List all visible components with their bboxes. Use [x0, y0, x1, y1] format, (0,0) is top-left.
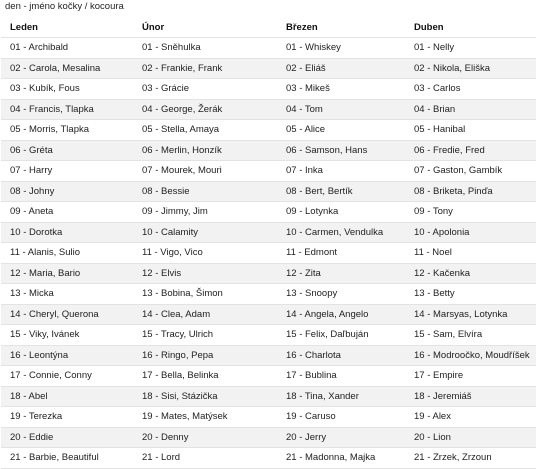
table-row [1, 325, 536, 346]
table-cell: 04 - Tom [277, 99, 405, 120]
table-row [1, 38, 536, 59]
table-row [1, 222, 536, 243]
table-cell: 08 - Bert, Bertík [277, 181, 405, 202]
table-cell: 11 - Edmont [277, 243, 405, 264]
column-header: Leden [1, 17, 133, 38]
table-cell: 07 - Inka [277, 161, 405, 182]
table-cell: 19 - Alex [405, 407, 536, 428]
table-row [1, 427, 536, 448]
table-cell: 03 - Grácie [133, 79, 277, 100]
table-cell: 05 - Stella, Amaya [133, 120, 277, 141]
table-row [1, 366, 536, 387]
table-cell: 20 - Eddie [1, 427, 133, 448]
table-cell: 08 - Johny [1, 181, 133, 202]
table-cell: 01 - Sněhulka [133, 38, 277, 59]
table-cell: 13 - Snoopy [277, 284, 405, 305]
table-cell: 06 - Fredie, Fred [405, 140, 536, 161]
table-cell: 05 - Alice [277, 120, 405, 141]
table-cell: 10 - Calamity [133, 222, 277, 243]
table-cell: 03 - Mikeš [277, 79, 405, 100]
table-row [1, 181, 536, 202]
table-cell: 02 - Eliáš [277, 58, 405, 79]
table-cell: 06 - Samson, Hans [277, 140, 405, 161]
table-cell: 12 - Kačenka [405, 263, 536, 284]
table-body [1, 38, 536, 469]
table-cell: 06 - Gréta [1, 140, 133, 161]
table-cell: 10 - Carmen, Vendulka [277, 222, 405, 243]
table-cell: 15 - Sam, Elvíra [405, 325, 536, 346]
table-cell: 17 - Bublina [277, 366, 405, 387]
table-cell: 12 - Zita [277, 263, 405, 284]
table-header-row [1, 17, 536, 38]
table-cell: 16 - Ringo, Pepa [133, 345, 277, 366]
table-cell: 21 - Barbie, Beautiful [1, 448, 133, 469]
table-row [1, 448, 536, 469]
table-cell: 17 - Connie, Conny [1, 366, 133, 387]
table-cell: 16 - Charlota [277, 345, 405, 366]
table-cell: 11 - Alanis, Sulio [1, 243, 133, 264]
table-cell: 02 - Nikola, Eliška [405, 58, 536, 79]
table-cell: 01 - Whiskey [277, 38, 405, 59]
table-cell: 09 - Lotynka [277, 202, 405, 223]
table-cell: 15 - Viky, Ivánek [1, 325, 133, 346]
table-cell: 14 - Cheryl, Querona [1, 304, 133, 325]
table-cell: 08 - Briketa, Pinďa [405, 181, 536, 202]
table-cell: 09 - Tony [405, 202, 536, 223]
table-cell: 01 - Archibald [1, 38, 133, 59]
table-cell: 09 - Aneta [1, 202, 133, 223]
table-cell: 16 - Modroočko, Moudříšek [405, 345, 536, 366]
column-header: Březen [277, 17, 405, 38]
table-cell: 14 - Angela, Angelo [277, 304, 405, 325]
table-row [1, 345, 536, 366]
table-cell: 21 - Madonna, Majka [277, 448, 405, 469]
table-cell: 02 - Frankie, Frank [133, 58, 277, 79]
table-cell: 01 - Nelly [405, 38, 536, 59]
table-cell: 18 - Sisi, Stázička [133, 386, 277, 407]
table-cell: 04 - Brian [405, 99, 536, 120]
table-cell: 11 - Noel [405, 243, 536, 264]
table-cell: 13 - Bobina, Šimon [133, 284, 277, 305]
column-header: Únor [133, 17, 277, 38]
table-row [1, 161, 536, 182]
table-cell: 05 - Morris, Tlapka [1, 120, 133, 141]
table-cell: 12 - Maria, Bario [1, 263, 133, 284]
cat-names-table [1, 17, 536, 469]
table-cell: 09 - Jimmy, Jim [133, 202, 277, 223]
table-cell: 07 - Harry [1, 161, 133, 182]
table-cell: 20 - Jerry [277, 427, 405, 448]
table-cell: 17 - Bella, Belinka [133, 366, 277, 387]
table-row [1, 120, 536, 141]
table-cell: 13 - Micka [1, 284, 133, 305]
table-cell: 07 - Gaston, Gambík [405, 161, 536, 182]
column-header: Duben [405, 17, 536, 38]
table-cell: 13 - Betty [405, 284, 536, 305]
table-cell: 14 - Clea, Adam [133, 304, 277, 325]
table-cell: 20 - Denny [133, 427, 277, 448]
table-cell: 18 - Tina, Xander [277, 386, 405, 407]
table-row [1, 99, 536, 120]
table-cell: 10 - Apolonia [405, 222, 536, 243]
table-cell: 19 - Terezka [1, 407, 133, 428]
table-row [1, 79, 536, 100]
table-row [1, 263, 536, 284]
table-cell: 03 - Kubík, Fous [1, 79, 133, 100]
table-cell: 19 - Caruso [277, 407, 405, 428]
table-cell: 16 - Leontýna [1, 345, 133, 366]
table-row [1, 386, 536, 407]
table-cell: 07 - Mourek, Mouri [133, 161, 277, 182]
table-cell: 15 - Felix, Daľbuján [277, 325, 405, 346]
table-cell: 19 - Mates, Matýsek [133, 407, 277, 428]
table-cell: 04 - George, Žerák [133, 99, 277, 120]
table-row [1, 140, 536, 161]
table-cell: 14 - Marsyas, Lotynka [405, 304, 536, 325]
table-row [1, 407, 536, 428]
table-caption: den - jméno kočky / kocoura [5, 1, 124, 12]
table-cell: 15 - Tracy, Ulrich [133, 325, 277, 346]
table-cell: 18 - Jeremiáš [405, 386, 536, 407]
table-row [1, 202, 536, 223]
table-cell: 12 - Elvis [133, 263, 277, 284]
table-cell: 08 - Bessie [133, 181, 277, 202]
table-cell: 21 - Zrzek, Zrzoun [405, 448, 536, 469]
table-cell: 02 - Carola, Mesalina [1, 58, 133, 79]
table-cell: 03 - Carlos [405, 79, 536, 100]
table-cell: 05 - Hanibal [405, 120, 536, 141]
table-row [1, 243, 536, 264]
table-cell: 21 - Lord [133, 448, 277, 469]
table-cell: 11 - Vigo, Vico [133, 243, 277, 264]
table-cell: 10 - Dorotka [1, 222, 133, 243]
table-cell: 06 - Merlin, Honzík [133, 140, 277, 161]
table-cell: 18 - Abel [1, 386, 133, 407]
table-row [1, 284, 536, 305]
table-cell: 04 - Francis, Tlapka [1, 99, 133, 120]
table-row [1, 58, 536, 79]
table-cell: 20 - Lion [405, 427, 536, 448]
table-cell: 17 - Empire [405, 366, 536, 387]
table-row [1, 304, 536, 325]
